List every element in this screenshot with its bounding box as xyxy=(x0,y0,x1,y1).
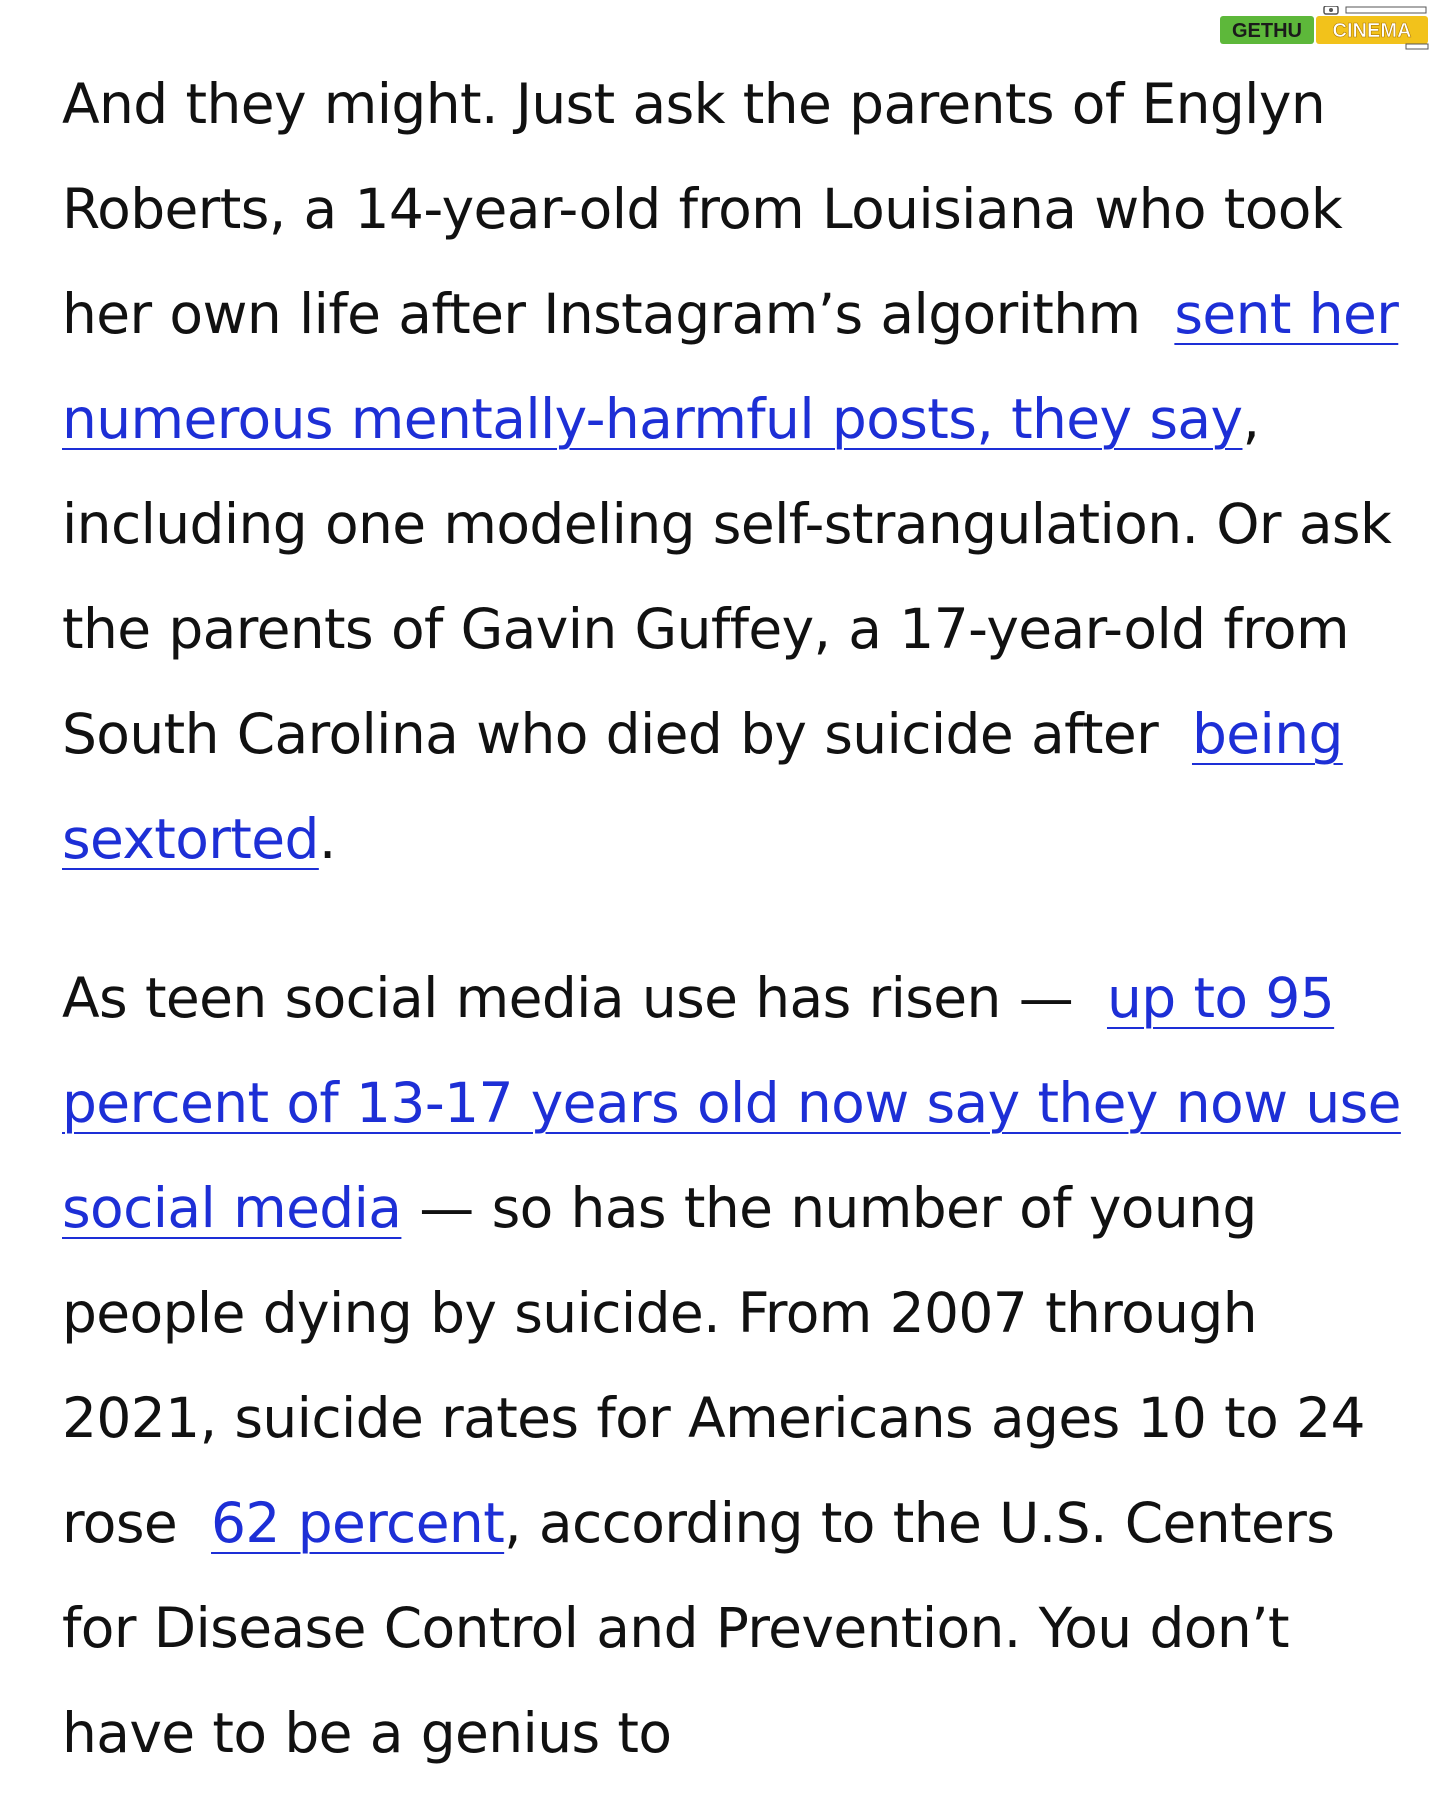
article-body xyxy=(62,52,1422,1786)
watermark-brand-part2: CINEMA xyxy=(1332,20,1412,42)
paragraph-text: , including one modeling self-strangulation. Or ask the parents of Gavin Guffey, a 17-year-old from South Carolina who died by suicide after xyxy=(62,387,1392,766)
article-paragraph-2 xyxy=(62,946,1422,1786)
link-being-sextorted[interactable]: being sextorted xyxy=(62,702,1343,871)
link-62-percent[interactable]: 62 percent xyxy=(211,1491,505,1555)
camera-icon xyxy=(1324,6,1426,14)
watermark-logo xyxy=(1216,6,1436,50)
paragraph-text: And they might. Just ask the parents of Englyn Roberts, a 14-year-old from Louisiana who took her own life after Instagram’s algorithm xyxy=(62,72,1343,346)
paragraph-text: , according to the U.S. Centers for Disease Control and Prevention. You don’t have to be a genius to xyxy=(62,1491,1335,1765)
paragraph-text: . xyxy=(318,807,336,871)
article-paragraph-1 xyxy=(62,52,1422,892)
link-harmful-posts[interactable]: sent her numerous mentally-harmful posts, they say xyxy=(62,282,1399,451)
link-teen-social-media-use[interactable]: up to 95 percent of 13-17 years old now say they now use social media xyxy=(62,966,1401,1240)
paragraph-text: — so has the number of young people dying by suicide. From 2007 through 2021, suicide rates for Americans ages 10 to 24 rose xyxy=(62,1176,1365,1555)
watermark-brand-part1: GETHU xyxy=(1232,20,1302,42)
gethu-cinema-watermark xyxy=(1216,6,1436,50)
paragraph-text: As teen social media use has risen — xyxy=(62,966,1091,1030)
